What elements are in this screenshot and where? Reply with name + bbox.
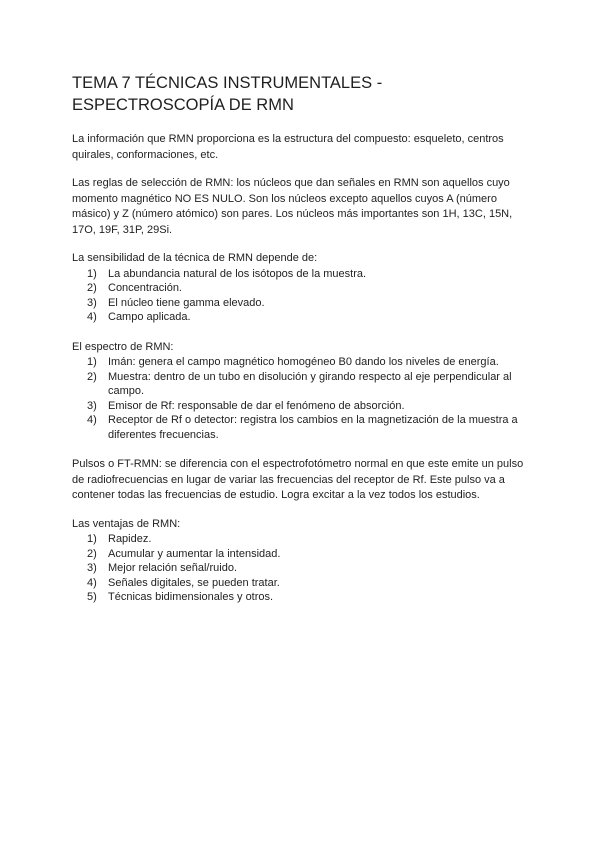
sensitivity-heading: La sensibilidad de la técnica de RMN depende de: bbox=[72, 252, 318, 264]
list-item: 3) Mejor relación señal/ruido. bbox=[87, 562, 238, 574]
selection-rules-paragraph: Las reglas de selección de RMN: los núcleos que dan señales en RMN son aquellos cuyo momento magnético NO ES NULO. Son los núcleos excepto aquellos cuyos A (número másico) y Z (número atómico) son pares. Los núcleos más importantes son 1H, 13C, 15N, 17O, 19F, 31P, 29Si. bbox=[72, 177, 513, 236]
spectrometer-list bbox=[72, 355, 532, 442]
document-page bbox=[72, 72, 532, 620]
advantages-heading: Las ventajas de RMN: bbox=[72, 517, 181, 530]
pulses-paragraph: Pulsos o FT-RMN: se diferencia con el espectrofotómetro normal en que este emite un pulso de radiofrecuencias en lugar de variar las frecuencias del receptor de Rf. Este pulso va a contener todas las frecuencias de estudio. Logra excitar a la vez todos los estudios. bbox=[72, 458, 524, 501]
list-item: 4) Señales digitales, se pueden tratar. bbox=[87, 576, 280, 589]
list-item: 1) Rapidez. bbox=[87, 533, 152, 545]
list-item: 3) El núcleo tiene gamma elevado. bbox=[87, 296, 265, 309]
list-item: 1) Imán: genera el campo magnético homogéneo B0 dando los niveles de energía. bbox=[87, 356, 499, 368]
list-item: 3) Emisor de Rf: responsable de dar el fenómeno de absorción. bbox=[87, 399, 405, 412]
list-item: 2) Acumular y aumentar la intensidad. bbox=[87, 547, 281, 560]
list-item: 5) Técnicas bidimensionales y otros. bbox=[87, 591, 274, 603]
sensitivity-list bbox=[72, 267, 532, 325]
list-item: 1) La abundancia natural de los isótopos de la muestra. bbox=[87, 267, 367, 280]
intro-paragraph: La información que RMN proporciona es la estructura del compuesto: esqueleto, centros quirales, conformaciones, etc. bbox=[72, 133, 504, 161]
page-title: TEMA 7 TÉCNICAS INSTRUMENTALES - ESPECTROSCOPÍA DE RMN bbox=[72, 74, 383, 114]
advantages-list bbox=[72, 532, 532, 605]
list-item: 2) Muestra: dentro de un tubo en disolución y girando respecto al eje perpendicular al campo. bbox=[87, 370, 512, 397]
list-item: 4) Campo aplicada. bbox=[87, 311, 191, 323]
list-item: 4) Receptor de Rf o detector: registra los cambios en la magnetización de la muestra a diferentes frecuencias. bbox=[87, 414, 518, 441]
list-item: 2) Concentración. bbox=[87, 282, 182, 294]
spectrometer-heading: El espectro de RMN: bbox=[72, 340, 174, 353]
